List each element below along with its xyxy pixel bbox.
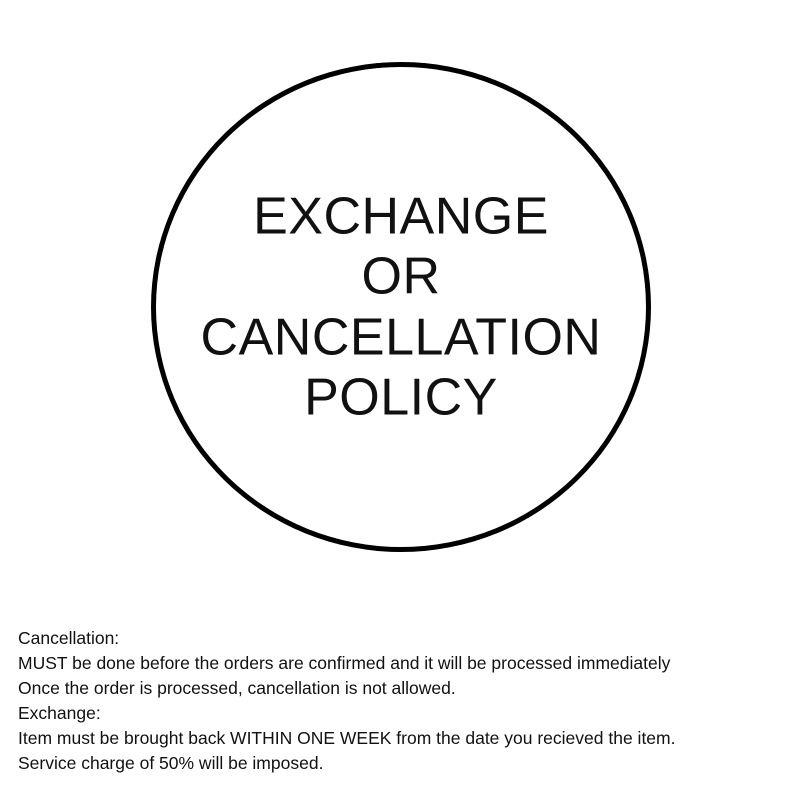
- policy-line-exchange-heading: Exchange:: [18, 703, 101, 724]
- badge-title-line-1: EXCHANGE: [253, 187, 549, 246]
- policy-text-block: [18, 626, 782, 776]
- badge-title: [151, 186, 651, 427]
- badge-title-line-2: OR: [361, 247, 441, 306]
- policy-line-cancellation-2: Once the order is processed, cancellation is not allowed.: [18, 678, 456, 699]
- policy-line-exchange-2: Service charge of 50% will be imposed.: [18, 753, 324, 774]
- policy-badge: [151, 62, 651, 552]
- policy-line-exchange-1: Item must be brought back WITHIN ONE WEEK from the date you recieved the item.: [18, 728, 676, 749]
- badge-title-line-3: CANCELLATION: [200, 308, 602, 366]
- policy-line-cancellation-1: MUST be done before the orders are confirmed and it will be processed immediately: [18, 653, 671, 674]
- badge-title-line-4: POLICY: [304, 368, 498, 427]
- policy-line-cancellation-heading: Cancellation:: [18, 628, 120, 648]
